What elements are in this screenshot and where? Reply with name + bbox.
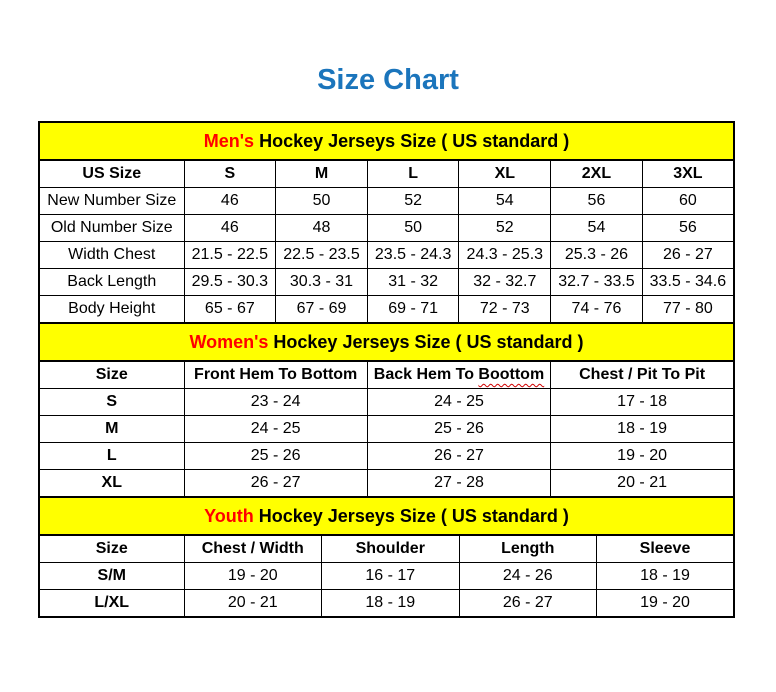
section-title-highlight: Men's xyxy=(203,130,255,151)
cell: 50 xyxy=(276,188,368,215)
cell: 19 - 20 xyxy=(184,563,322,590)
column-header: Size xyxy=(39,361,184,389)
column-header: XL xyxy=(459,160,551,188)
section-title-rest: Hockey Jerseys Size ( US standard ) xyxy=(268,331,584,352)
cell: 72 - 73 xyxy=(459,296,551,324)
cell: 56 xyxy=(551,188,643,215)
cell: 74 - 76 xyxy=(551,296,643,324)
cell: 19 - 20 xyxy=(551,443,734,470)
row-label: S/M xyxy=(39,563,184,590)
cell: 23 - 24 xyxy=(184,389,367,416)
table-row xyxy=(39,443,734,470)
cell: 54 xyxy=(459,188,551,215)
page-title: Size Chart xyxy=(317,64,459,96)
table-row xyxy=(39,590,734,618)
column-header: US Size xyxy=(39,160,184,188)
cell: 24.3 - 25.3 xyxy=(459,242,551,269)
cell: 31 - 32 xyxy=(367,269,459,296)
cell: 26 - 27 xyxy=(184,470,367,498)
section-title-highlight: Women's xyxy=(189,331,269,352)
cell: 32.7 - 33.5 xyxy=(551,269,643,296)
cell: 32 - 32.7 xyxy=(459,269,551,296)
cell: 46 xyxy=(184,215,276,242)
cell: 30.3 - 31 xyxy=(276,269,368,296)
table-row xyxy=(39,470,734,498)
cell: 77 - 80 xyxy=(642,296,734,324)
cell: 22.5 - 23.5 xyxy=(276,242,368,269)
cell: 23.5 - 24.3 xyxy=(367,242,459,269)
column-header: Shoulder xyxy=(322,535,460,563)
womens-size-table xyxy=(38,322,735,498)
cell: 25 - 26 xyxy=(367,416,550,443)
cell: 25 - 26 xyxy=(184,443,367,470)
table-row xyxy=(39,563,734,590)
cell: 29.5 - 30.3 xyxy=(184,269,276,296)
cell: 20 - 21 xyxy=(551,470,734,498)
misspelled-word: Boottom xyxy=(478,366,545,383)
cell: 48 xyxy=(276,215,368,242)
row-label: Width Chest xyxy=(39,242,184,269)
column-header: Chest / Width xyxy=(184,535,322,563)
cell: 17 - 18 xyxy=(551,389,734,416)
section-title-rest: Hockey Jerseys Size ( US standard ) xyxy=(253,505,569,526)
column-header: Front Hem To Bottom xyxy=(184,361,367,389)
cell: 52 xyxy=(367,188,459,215)
column-header: 2XL xyxy=(551,160,643,188)
table-row xyxy=(39,215,734,242)
section-title-rest: Hockey Jerseys Size ( US standard ) xyxy=(254,130,570,151)
table-row xyxy=(39,242,734,269)
cell: 33.5 - 34.6 xyxy=(642,269,734,296)
cell: 21.5 - 22.5 xyxy=(184,242,276,269)
cell: 52 xyxy=(459,215,551,242)
row-label: Back Length xyxy=(39,269,184,296)
womens-section-title xyxy=(39,323,734,361)
cell: 16 - 17 xyxy=(322,563,460,590)
row-label: Body Height xyxy=(39,296,184,324)
cell: 56 xyxy=(642,215,734,242)
table-row xyxy=(39,389,734,416)
cell: 18 - 19 xyxy=(322,590,460,618)
youth-section-title xyxy=(39,497,734,535)
row-label: M xyxy=(39,416,184,443)
cell: 69 - 71 xyxy=(367,296,459,324)
cell: 18 - 19 xyxy=(551,416,734,443)
cell: 50 xyxy=(367,215,459,242)
table-row xyxy=(39,269,734,296)
column-header: M xyxy=(276,160,368,188)
row-label: L/XL xyxy=(39,590,184,618)
table-row xyxy=(39,188,734,215)
column-header: Sleeve xyxy=(597,535,735,563)
cell: 26 - 27 xyxy=(459,590,597,618)
cell: 46 xyxy=(184,188,276,215)
cell: 24 - 26 xyxy=(459,563,597,590)
cell: 54 xyxy=(551,215,643,242)
table-row xyxy=(39,416,734,443)
cell: 25.3 - 26 xyxy=(551,242,643,269)
row-label: L xyxy=(39,443,184,470)
cell: 24 - 25 xyxy=(184,416,367,443)
column-header: S xyxy=(184,160,276,188)
cell: 26 - 27 xyxy=(642,242,734,269)
column-header: Back Hem To Boottom xyxy=(367,361,550,389)
size-chart-tables xyxy=(38,121,735,618)
cell: 26 - 27 xyxy=(367,443,550,470)
row-label: Old Number Size xyxy=(39,215,184,242)
cell: 24 - 25 xyxy=(367,389,550,416)
row-label: S xyxy=(39,389,184,416)
section-band xyxy=(39,497,734,535)
row-label: New Number Size xyxy=(39,188,184,215)
column-header-row xyxy=(39,160,734,188)
cell: 19 - 20 xyxy=(597,590,735,618)
section-title-highlight: Youth xyxy=(204,505,254,526)
row-label: XL xyxy=(39,470,184,498)
cell: 60 xyxy=(642,188,734,215)
column-header: Size xyxy=(39,535,184,563)
youth-size-table xyxy=(38,496,735,618)
cell: 67 - 69 xyxy=(276,296,368,324)
mens-section-title xyxy=(39,122,734,160)
column-header-row xyxy=(39,535,734,563)
column-header-row xyxy=(39,361,734,389)
cell: 27 - 28 xyxy=(367,470,550,498)
section-band xyxy=(39,122,734,160)
column-header: L xyxy=(367,160,459,188)
column-header: Chest / Pit To Pit xyxy=(551,361,734,389)
cell: 20 - 21 xyxy=(184,590,322,618)
table-row xyxy=(39,296,734,324)
cell: 18 - 19 xyxy=(597,563,735,590)
section-band xyxy=(39,323,734,361)
column-header: 3XL xyxy=(642,160,734,188)
column-header: Length xyxy=(459,535,597,563)
mens-size-table xyxy=(38,121,735,324)
cell: 65 - 67 xyxy=(184,296,276,324)
